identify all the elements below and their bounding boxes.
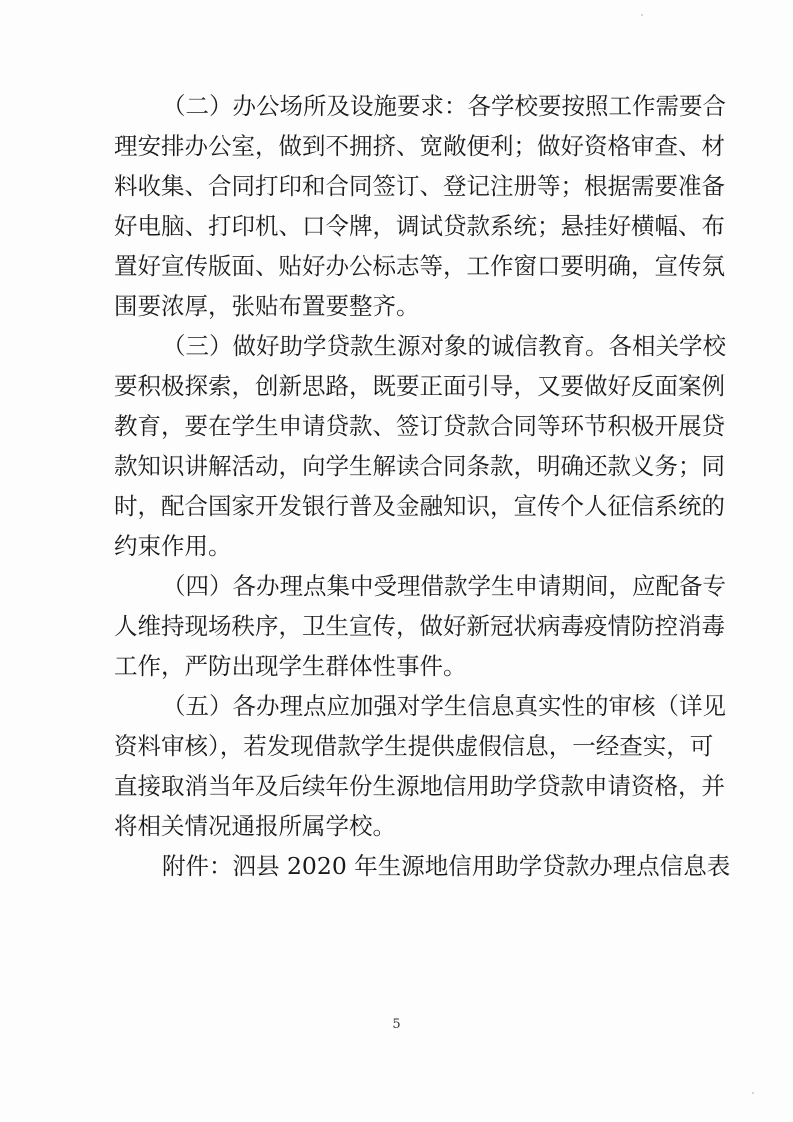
scan-speck: [752, 1092, 754, 1094]
paragraph-3-line-6: 约束作用。: [114, 532, 232, 560]
scan-speck: [641, 14, 643, 16]
paragraph-2-line-4: 好电脑、打印机、口令牌，调试贷款系统；悬挂好横幅、布: [114, 212, 725, 240]
paragraph-2-line-5: 置好宣传版面、贴好办公标志等，工作窗口要明确，宣传氛: [114, 252, 725, 280]
paragraph-4-line-1: （四）各办理点集中受理借款学生申请期间，应配备专: [162, 572, 726, 600]
paragraph-3-line-1: （三）做好助学贷款生源对象的诚信教育。各相关学校: [162, 332, 726, 360]
paragraph-5-line-2: 资料审核），若发现借款学生提供虚假信息，一经查实，可: [114, 732, 714, 760]
attachment-line: 附件：泗县 2020 年生源地信用助学贷款办理点信息表: [162, 852, 731, 880]
paragraph-5-line-1: （五）各办理点应加强对学生信息真实性的审核（详见: [162, 692, 726, 720]
paragraph-4-line-2: 人维持现场秩序，卫生宣传，做好新冠状病毒疫情防控消毒: [114, 612, 725, 640]
page-number: 5: [392, 1017, 401, 1032]
paragraph-2-line-6: 围要浓厚，张贴布置要整齐。: [114, 292, 420, 320]
paragraph-5-line-3: 直接取消当年及后续年份生源地信用助学贷款申请资格，并: [114, 772, 725, 800]
paragraph-2-line-1: （二）办公场所及设施要求：各学校要按照工作需要合: [162, 92, 726, 120]
paragraph-5-line-4: 将相关情况通报所属学校。: [114, 812, 396, 840]
paragraph-2-line-3: 料收集、合同打印和合同签订、登记注册等；根据需要准备: [114, 172, 725, 200]
paragraph-3-line-2: 要积极探索，创新思路，既要正面引导，又要做好反面案例: [114, 372, 725, 400]
paragraph-3-line-5: 时，配合国家开发银行普及金融知识，宣传个人征信系统的: [114, 492, 725, 520]
paragraph-2-line-2: 理安排办公室，做到不拥挤、宽敞便利；做好资格审查、材: [114, 132, 725, 160]
paragraph-3-line-4: 款知识讲解活动，向学生解读合同条款，明确还款义务；同: [114, 452, 725, 480]
paragraph-3-line-3: 教育，要在学生申请贷款、签订贷款合同等环节积极开展贷: [114, 412, 725, 440]
paragraph-4-line-3: 工作，严防出现学生群体性事件。: [114, 652, 467, 680]
